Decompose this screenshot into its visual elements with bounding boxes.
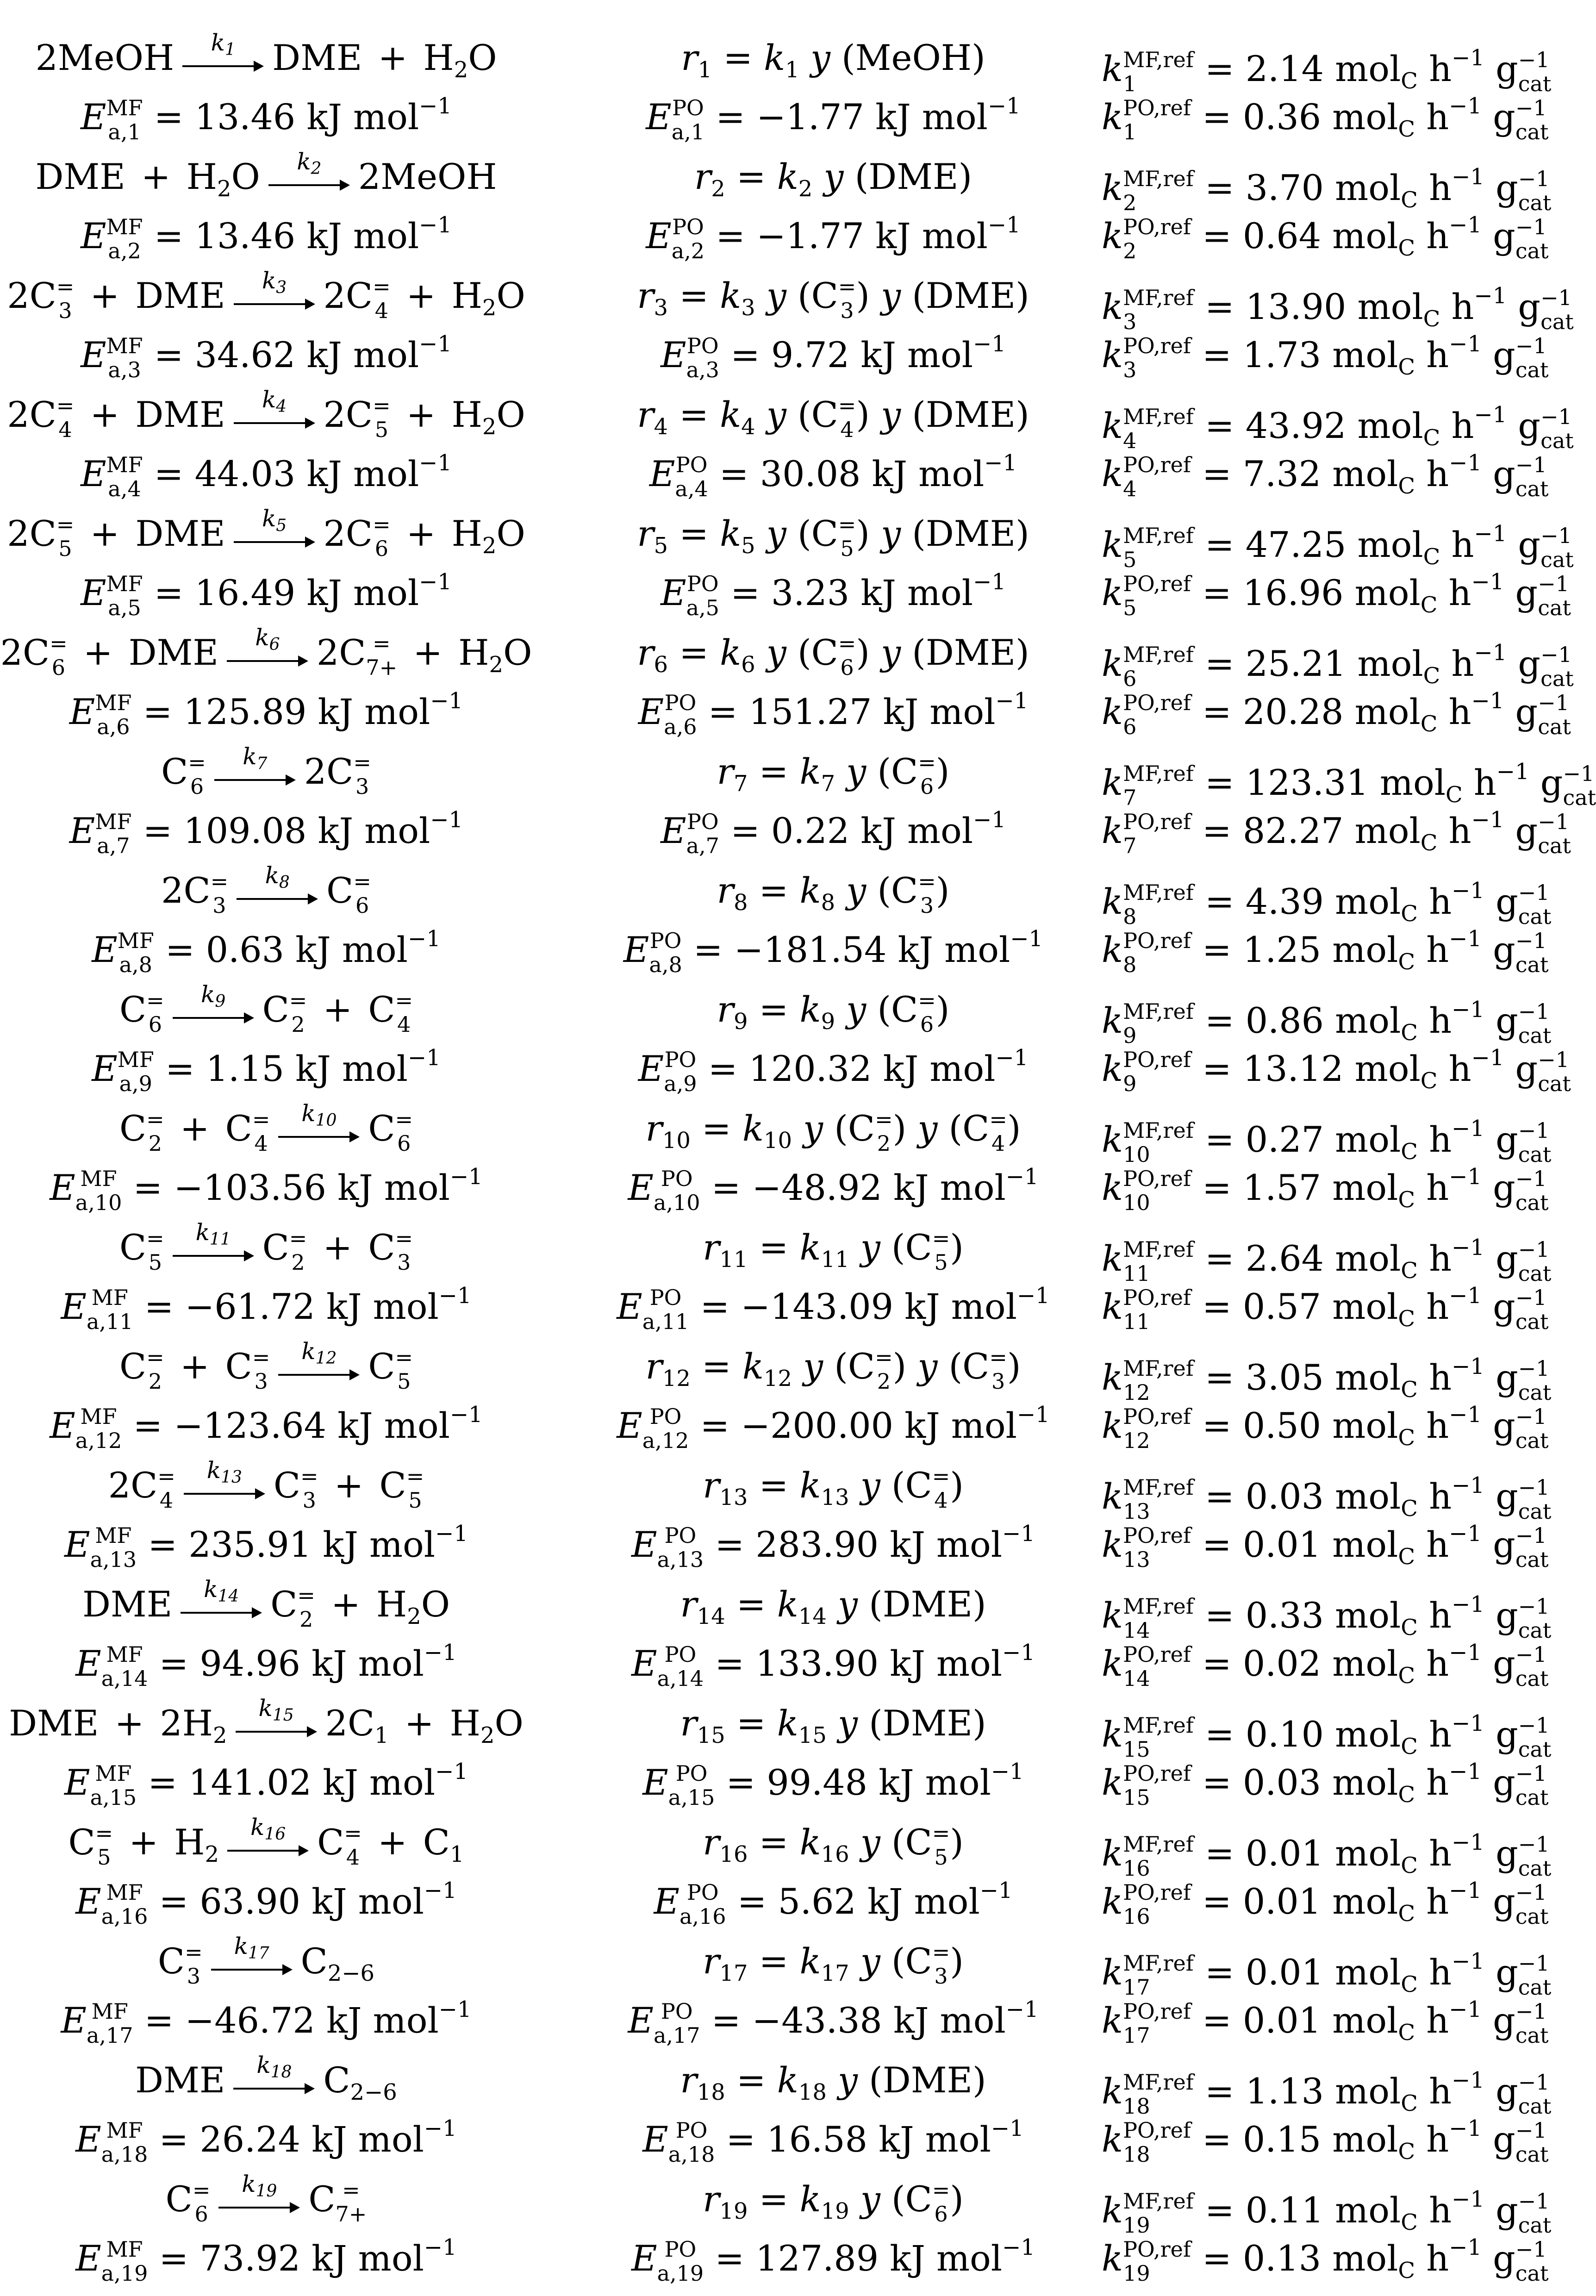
reaction-row [0, 1457, 1590, 1578]
po-ea-value: 120.32 [748, 1048, 872, 1089]
reaction-arrow-icon: $k_{16}$ [227, 1831, 309, 1859]
mf-k-value: 3.05 [1245, 1357, 1324, 1398]
rate-expression: $r_4 = k_4$ y (C = 4 ) y (DME) [637, 393, 1029, 442]
mf-ea-value: 34.62 [194, 334, 296, 375]
reaction-rhs: C = 6 [368, 1107, 413, 1156]
po-rate-constant: k PO,ref 19 = 0.13 mol$_C$ $h^{-1}$ g −1 cat [1102, 2222, 1583, 2273]
reaction-lhs: 2C = 6 + DME [0, 631, 218, 680]
po-ea-value: 30.08 [760, 453, 861, 494]
mf-ea-value: 73.92 [200, 2238, 300, 2279]
reaction-equation [0, 267, 532, 323]
po-k-value: 20.28 [1242, 691, 1344, 732]
mf-k-value: 0.27 [1245, 1119, 1324, 1160]
mf-ea-value: 141.02 [188, 1762, 312, 1803]
po-k-value: 0.64 [1242, 215, 1322, 256]
po-activation-energy: E PO a,18 = 16.58 kJ mol$^{-1}$ [602, 2103, 1065, 2154]
po-rate-constant: k PO,ref 13 = 0.01 mol$_C$ $h^{-1}$ g −1 cat [1102, 1508, 1583, 1559]
reaction-rhs: 2C = 5 + $H_2O$ [323, 393, 525, 442]
reaction-rhs: 2C = 4 + $H_2O$ [323, 274, 525, 323]
mf-rate-constant: k MF,ref 15 = 0.10 mol$_C$ $h^{-1}$ g −1 cat [1102, 1698, 1583, 1749]
reaction-row [0, 1338, 1590, 1459]
mf-k-value: 0.33 [1245, 1595, 1324, 1636]
reaction-lhs: 2C = 4 [108, 1464, 175, 1513]
po-k-value: 1.57 [1242, 1167, 1322, 1208]
reaction-rhs: C = 5 [368, 1345, 413, 1394]
mf-k-value: 47.25 [1245, 524, 1347, 565]
reaction-row [0, 624, 1590, 745]
mf-ea-value: 0.63 [206, 929, 284, 970]
mf-k-value: 0.11 [1245, 2190, 1324, 2231]
mf-activation-energy: E MF a,15 = 141.02 kJ mol$^{-1}$ [0, 1746, 532, 1797]
po-rate-constant: k PO,ref 5 = 16.96 mol$_C$ $h^{-1}$ g −1 cat [1102, 556, 1583, 607]
po-rate-constant: k PO,ref 4 = 7.32 mol$_C$ $h^{-1}$ g −1 cat [1102, 437, 1583, 488]
mf-rate-constant: k MF,ref 8 = 4.39 mol$_C$ $h^{-1}$ g −1 cat [1102, 865, 1583, 916]
rate-expression: $r_{19} = k_{19}$ y (C = 6 ) [703, 2177, 964, 2227]
reaction-arrow-icon: $k_8$ [237, 880, 318, 907]
reaction-arrow-icon: $k_{17}$ [211, 1950, 293, 1978]
reaction-rhs: $2C_1 + H_2O$ [325, 1703, 524, 1748]
reaction-row [0, 1695, 1590, 1816]
reaction-rhs: C = 6 [326, 869, 371, 918]
po-k-value: 82.27 [1242, 810, 1344, 851]
po-rate-constant: k PO,ref 10 = 1.57 mol$_C$ $h^{-1}$ g −1 cat [1102, 1151, 1583, 1202]
mf-activation-energy: E MF a,7 = 109.08 kJ mol$^{-1}$ [0, 794, 532, 845]
po-activation-energy: E PO a,17 = −43.38 kJ mol$^{-1}$ [602, 1984, 1065, 2035]
po-rate-constant: k PO,ref 12 = 0.50 mol$_C$ $h^{-1}$ g −1 cat [1102, 1389, 1583, 1440]
mf-activation-energy: E MF a,11 = −61.72 kJ mol$^{-1}$ [0, 1270, 532, 1321]
reaction-row [0, 862, 1590, 983]
po-rate-constant: k PO,ref 2 = 0.64 mol$_C$ $h^{-1}$ g −1 cat [1102, 200, 1583, 250]
reaction-rhs: 2C = 6 + $H_2O$ [323, 512, 525, 561]
po-k-value: 7.32 [1242, 453, 1322, 494]
po-activation-energy: E PO a,7 = 0.22 kJ mol$^{-1}$ [602, 794, 1065, 845]
reaction-equation [0, 1100, 532, 1156]
po-k-value: 0.57 [1242, 1286, 1322, 1327]
reaction-lhs: C = 6 [165, 2177, 211, 2227]
reaction-equation [0, 386, 532, 442]
mf-ea-value: −103.56 [174, 1167, 326, 1208]
reaction-equation [0, 1695, 532, 1749]
reaction-row [0, 386, 1590, 507]
mf-k-value: 1.13 [1245, 2071, 1324, 2112]
reaction-lhs: 2MeOH [35, 37, 175, 78]
po-ea-value: 151.27 [748, 691, 872, 732]
mf-k-value: 2.64 [1245, 1238, 1324, 1279]
reaction-equation [0, 1576, 532, 1632]
po-rate-constant: k PO,ref 16 = 0.01 mol$_C$ $h^{-1}$ g −1 cat [1102, 1865, 1583, 1916]
reaction-rhs: 2MeOH [358, 156, 497, 197]
reaction-row [0, 2052, 1590, 2172]
reaction-arrow-icon: $k_1$ [182, 47, 264, 75]
reaction-rhs: $C_{2-6}$ [323, 2059, 397, 2105]
mf-ea-value: 44.03 [194, 453, 296, 494]
mf-k-value: 13.90 [1245, 286, 1347, 327]
mf-rate-constant: k MF,ref 7 = 123.31 mol$_C$ $h^{-1}$ g −1 cat [1102, 746, 1583, 797]
po-activation-energy: E PO a,10 = −48.92 kJ mol$^{-1}$ [602, 1151, 1065, 1202]
mf-activation-energy: E MF a,5 = 16.49 kJ mol$^{-1}$ [0, 556, 532, 607]
reaction-rhs: C = 2 + $H_2O$ [270, 1583, 450, 1632]
reaction-row [0, 1219, 1590, 1340]
reaction-arrow-icon: $k_3$ [234, 285, 315, 312]
po-ea-value: −143.09 [741, 1286, 893, 1327]
mf-activation-energy: E MF a,16 = 63.90 kJ mol$^{-1}$ [0, 1865, 532, 1916]
po-rate-constant: k PO,ref 15 = 0.03 mol$_C$ $h^{-1}$ g −1 cat [1102, 1746, 1583, 1797]
reaction-lhs: C = 2 + C = 3 [119, 1345, 270, 1394]
reaction-arrow-icon: $k_6$ [227, 642, 308, 669]
mf-ea-value: 13.46 [194, 215, 296, 256]
mf-k-value: 43.92 [1245, 405, 1347, 446]
mf-rate-constant: k MF,ref 6 = 25.21 mol$_C$ $h^{-1}$ g −1 cat [1102, 627, 1583, 678]
reaction-rhs: C = 2 + C = 3 [262, 1226, 413, 1275]
po-rate-constant: k PO,ref 18 = 0.15 mol$_C$ $h^{-1}$ g −1 cat [1102, 2103, 1583, 2154]
rate-expression: $r_7 = k_7$ y (C = 6 ) [717, 750, 950, 799]
po-rate-constant: k PO,ref 9 = 13.12 mol$_C$ $h^{-1}$ g −1 cat [1102, 1032, 1583, 1083]
po-rate-constant: k PO,ref 11 = 0.57 mol$_C$ $h^{-1}$ g −1 cat [1102, 1270, 1583, 1321]
reaction-equation [0, 624, 532, 680]
reaction-lhs: DME [135, 2059, 225, 2101]
po-k-value: 0.01 [1242, 2000, 1322, 2041]
mf-rate-constant: k MF,ref 10 = 0.27 mol$_C$ $h^{-1}$ g −1 cat [1102, 1103, 1583, 1154]
mf-activation-energy: E MF a,14 = 94.96 kJ mol$^{-1}$ [0, 1627, 532, 1678]
rate-expression: $r_{15} = k_{15}$ y (DME) [680, 1703, 986, 1748]
reaction-rhs: C = 4 + $C_1$ [317, 1821, 464, 1870]
reaction-row [0, 1100, 1590, 1221]
mf-k-value: 0.10 [1245, 1714, 1324, 1755]
reaction-rhs: 2C = 3 [304, 750, 371, 799]
mf-activation-energy: E MF a,3 = 34.62 kJ mol$^{-1}$ [0, 318, 532, 369]
po-ea-value: −48.92 [752, 1167, 882, 1208]
reaction-row [0, 2171, 1590, 2291]
po-ea-value: −43.38 [752, 2000, 882, 2041]
po-k-value: 0.03 [1242, 1762, 1322, 1803]
po-rate-constant: k PO,ref 1 = 0.36 mol$_C$ $h^{-1}$ g −1 cat [1102, 81, 1583, 131]
po-rate-constant: k PO,ref 17 = 0.01 mol$_C$ $h^{-1}$ g −1 cat [1102, 1984, 1583, 2035]
mf-rate-constant: k MF,ref 11 = 2.64 mol$_C$ $h^{-1}$ g −1 cat [1102, 1222, 1583, 1273]
reaction-lhs: 2C = 5 + DME [7, 512, 225, 561]
po-activation-energy: E PO a,3 = 9.72 kJ mol$^{-1}$ [602, 318, 1065, 369]
po-k-value: 13.12 [1242, 1048, 1344, 1089]
reaction-equation [0, 1814, 532, 1870]
reaction-arrow-icon: $k_7$ [214, 761, 296, 788]
mf-k-value: 3.70 [1245, 167, 1324, 208]
mf-rate-constant: k MF,ref 12 = 3.05 mol$_C$ $h^{-1}$ g −1 cat [1102, 1341, 1583, 1392]
mf-ea-value: 26.24 [200, 2119, 300, 2160]
rate-expression: $r_{17} = k_{17}$ y (C = 3 ) [703, 1940, 964, 1989]
po-rate-constant: k PO,ref 6 = 20.28 mol$_C$ $h^{-1}$ g −1 cat [1102, 675, 1583, 726]
mf-k-value: 0.01 [1245, 1952, 1324, 1993]
mf-rate-constant: k MF,ref 19 = 0.11 mol$_C$ $h^{-1}$ g −1 cat [1102, 2174, 1583, 2225]
mf-k-value: 0.03 [1245, 1476, 1324, 1517]
po-ea-value: 99.48 [767, 1762, 867, 1803]
reaction-arrow-icon: $k_{12}$ [278, 1355, 360, 1383]
po-ea-value: 3.23 [771, 572, 850, 613]
reaction-lhs: 2C = 3 [161, 869, 229, 918]
po-ea-value: 5.62 [778, 1881, 856, 1922]
mf-k-value: 25.21 [1245, 643, 1347, 684]
rate-expression: $r_{10} = k_{10}$ y (C = 2 ) y (C = 4 ) [645, 1107, 1021, 1156]
mf-ea-value: −61.72 [185, 1286, 315, 1327]
mf-rate-constant: k MF,ref 16 = 0.01 mol$_C$ $h^{-1}$ g −1 cat [1102, 1817, 1583, 1868]
mf-k-value: 0.01 [1245, 1833, 1324, 1874]
reaction-arrow-icon: $k_{19}$ [218, 2188, 300, 2216]
reaction-rhs: C = 7+ [308, 2177, 367, 2227]
mf-rate-constant: k MF,ref 17 = 0.01 mol$_C$ $h^{-1}$ g −1 cat [1102, 1936, 1583, 1987]
mf-rate-constant: k MF,ref 18 = 1.13 mol$_C$ $h^{-1}$ g −1 cat [1102, 2055, 1583, 2106]
po-ea-value: 283.90 [755, 1524, 879, 1565]
po-activation-energy: E PO a,14 = 133.90 kJ mol$^{-1}$ [602, 1627, 1065, 1678]
reaction-row [0, 267, 1590, 388]
po-k-value: 0.01 [1242, 1524, 1322, 1565]
rate-expression: $r_6 = k_6$ y (C = 6 ) y (DME) [637, 631, 1029, 680]
mf-activation-energy: E MF a,1 = 13.46 kJ mol$^{-1}$ [0, 81, 532, 131]
reaction-rhs: C = 3 + C = 5 [273, 1464, 424, 1513]
mf-activation-energy: E MF a,13 = 235.91 kJ mol$^{-1}$ [0, 1508, 532, 1559]
mf-rate-constant: k MF,ref 5 = 47.25 mol$_C$ $h^{-1}$ g −1 cat [1102, 508, 1583, 559]
mf-ea-value: −46.72 [185, 2000, 315, 2041]
reaction-equation [0, 2052, 532, 2106]
mf-rate-constant: k MF,ref 9 = 0.86 mol$_C$ $h^{-1}$ g −1 cat [1102, 984, 1583, 1035]
po-rate-constant: k PO,ref 7 = 82.27 mol$_C$ $h^{-1}$ g −1 cat [1102, 794, 1583, 845]
reaction-arrow-icon: $k_4$ [234, 404, 315, 431]
po-activation-energy: E PO a,6 = 151.27 kJ mol$^{-1}$ [602, 675, 1065, 726]
reaction-arrow-icon: $k_2$ [268, 166, 350, 193]
po-activation-energy: E PO a,8 = −181.54 kJ mol$^{-1}$ [602, 913, 1065, 964]
rate-expression: $r_{14} = k_{14}$ y (DME) [680, 1584, 986, 1629]
rate-expression: $r_2 = k_2$ y (DME) [694, 156, 973, 202]
reaction-row [0, 743, 1596, 864]
po-activation-energy: E PO a,19 = 127.89 kJ mol$^{-1}$ [602, 2222, 1065, 2273]
mf-rate-constant: k MF,ref 14 = 0.33 mol$_C$ $h^{-1}$ g −1 cat [1102, 1579, 1583, 1630]
mf-k-value: 123.31 [1245, 762, 1369, 803]
mf-ea-value: 235.91 [188, 1524, 312, 1565]
po-k-value: 0.13 [1242, 2238, 1322, 2279]
mf-rate-constant: k MF,ref 2 = 3.70 mol$_C$ $h^{-1}$ g −1 cat [1102, 151, 1583, 202]
mf-activation-energy: E MF a,12 = −123.64 kJ mol$^{-1}$ [0, 1389, 532, 1440]
mf-k-value: 4.39 [1245, 881, 1324, 922]
mf-rate-constant: k MF,ref 13 = 0.03 mol$_C$ $h^{-1}$ g −1 cat [1102, 1460, 1583, 1511]
po-rate-constant: k PO,ref 14 = 0.02 mol$_C$ $h^{-1}$ g −1 cat [1102, 1627, 1583, 1678]
reaction-row [0, 29, 1590, 150]
reaction-equation [0, 2171, 532, 2227]
reaction-lhs: DME [82, 1584, 173, 1625]
mf-ea-value: 125.89 [183, 691, 307, 732]
po-ea-value: −200.00 [741, 1405, 893, 1446]
po-k-value: 16.96 [1242, 572, 1344, 613]
reaction-arrow-icon: $k_9$ [173, 998, 254, 1026]
reaction-lhs: DME + $2H_2$ [9, 1703, 227, 1748]
po-activation-energy: E PO a,1 = −1.77 kJ mol$^{-1}$ [602, 81, 1065, 131]
reaction-equation [0, 862, 532, 918]
mf-activation-energy: E MF a,9 = 1.15 kJ mol$^{-1}$ [0, 1032, 532, 1083]
po-ea-value: 133.90 [755, 1643, 879, 1684]
reaction-rhs: C = 2 + C = 4 [262, 988, 413, 1037]
reaction-arrow-icon: $k_{14}$ [181, 1593, 262, 1621]
reaction-equation [0, 505, 532, 561]
po-activation-energy: E PO a,12 = −200.00 kJ mol$^{-1}$ [602, 1389, 1065, 1440]
reaction-equation [0, 1338, 532, 1394]
reaction-equation [0, 1457, 532, 1513]
mf-ea-value: 13.46 [194, 96, 296, 137]
po-activation-energy: E PO a,13 = 283.90 kJ mol$^{-1}$ [602, 1508, 1065, 1559]
po-rate-constant: k PO,ref 3 = 1.73 mol$_C$ $h^{-1}$ g −1 cat [1102, 318, 1583, 369]
rate-expression: $r_5 = k_5$ y (C = 5 ) y (DME) [637, 512, 1029, 561]
reaction-lhs: C = 2 + C = 4 [119, 1107, 270, 1156]
reaction-rhs: DME + $H_2O$ [272, 37, 497, 83]
reaction-row [0, 981, 1590, 1102]
reaction-arrow-icon: $k_{18}$ [233, 2069, 315, 2097]
reaction-equation [0, 743, 532, 799]
mf-rate-constant: k MF,ref 3 = 13.90 mol$_C$ $h^{-1}$ g −1 cat [1102, 270, 1583, 321]
mf-ea-value: 94.96 [200, 1643, 300, 1684]
reaction-row [0, 148, 1590, 269]
po-k-value: 0.36 [1242, 96, 1322, 137]
mf-ea-value: 16.49 [194, 572, 296, 613]
reaction-row [0, 1933, 1590, 2053]
rate-expression: $r_{16} = k_{16}$ y (C = 5 ) [703, 1821, 964, 1870]
po-ea-value: −1.77 [756, 96, 864, 137]
reaction-rhs: 2C = 7+ + $H_2O$ [316, 631, 532, 680]
reaction-arrow-icon: $k_{10}$ [278, 1117, 360, 1145]
po-activation-energy: E PO a,16 = 5.62 kJ mol$^{-1}$ [602, 1865, 1065, 1916]
reaction-row [0, 1814, 1590, 1934]
reaction-lhs: C = 5 [119, 1226, 164, 1275]
po-ea-value: 127.89 [755, 2238, 879, 2279]
reaction-equation [0, 1933, 532, 1989]
reaction-equation [0, 148, 532, 202]
mf-activation-energy: E MF a,6 = 125.89 kJ mol$^{-1}$ [0, 675, 532, 726]
reaction-lhs: C = 5 + $H_2$ [68, 1821, 219, 1870]
mf-k-value: 0.86 [1245, 1000, 1324, 1041]
rate-expression: $r_{13} = k_{13}$ y (C = 4 ) [703, 1464, 964, 1513]
rate-expression: $r_{11} = k_{11}$ y (C = 5 ) [703, 1226, 964, 1275]
reaction-lhs: 2C = 3 + DME [7, 274, 225, 323]
reaction-arrow-icon: $k_5$ [234, 523, 315, 550]
mf-activation-energy: E MF a,18 = 26.24 kJ mol$^{-1}$ [0, 2103, 532, 2154]
rate-expression: $r_3 = k_3$ y (C = 3 ) y (DME) [637, 274, 1029, 323]
rate-expression: $r_{18} = k_{18}$ y (DME) [680, 2059, 986, 2105]
po-k-value: 0.15 [1242, 2119, 1322, 2160]
rate-expression: $r_9 = k_9$ y (C = 6 ) [717, 988, 950, 1037]
reaction-lhs: C = 6 [119, 988, 164, 1037]
reaction-lhs: DME + $H_2O$ [35, 156, 260, 202]
po-ea-value: 16.58 [767, 2119, 867, 2160]
po-activation-energy: E PO a,9 = 120.32 kJ mol$^{-1}$ [602, 1032, 1065, 1083]
reaction-equation [0, 981, 532, 1037]
po-ea-value: 9.72 [771, 334, 850, 375]
reaction-equation [0, 1219, 532, 1275]
mf-ea-value: 63.90 [200, 1881, 300, 1922]
reaction-arrow-icon: $k_{11}$ [173, 1236, 254, 1264]
mf-rate-constant: k MF,ref 4 = 43.92 mol$_C$ $h^{-1}$ g −1 cat [1102, 389, 1583, 440]
po-k-value: 1.73 [1242, 334, 1322, 375]
reaction-lhs: C = 6 [161, 750, 206, 799]
po-activation-energy: E PO a,5 = 3.23 kJ mol$^{-1}$ [602, 556, 1065, 607]
po-activation-energy: E PO a,15 = 99.48 kJ mol$^{-1}$ [602, 1746, 1065, 1797]
reaction-rhs: $C_{2-6}$ [300, 1940, 375, 1986]
po-ea-value: −181.54 [734, 929, 887, 970]
po-k-value: 0.02 [1242, 1643, 1322, 1684]
rate-expression: $r_8 = k_8$ y (C = 3 ) [717, 869, 950, 918]
mf-activation-energy: E MF a,10 = −103.56 kJ mol$^{-1}$ [0, 1151, 532, 1202]
reaction-equation [0, 29, 532, 83]
po-activation-energy: E PO a,11 = −143.09 kJ mol$^{-1}$ [602, 1270, 1065, 1321]
reaction-arrow-icon: $k_{13}$ [184, 1474, 265, 1502]
mf-k-value: 2.14 [1245, 48, 1324, 89]
po-k-value: 0.01 [1242, 1881, 1322, 1922]
po-activation-energy: E PO a,4 = 30.08 kJ mol$^{-1}$ [602, 437, 1065, 488]
mf-ea-value: 109.08 [183, 810, 307, 851]
mf-rate-constant: k MF,ref 1 = 2.14 mol$_C$ $h^{-1}$ g −1 cat [1102, 32, 1583, 83]
reaction-lhs: C = 3 [157, 1940, 203, 1989]
rate-expression: $r_1 = k_1$ y (MeOH) [681, 37, 985, 83]
mf-ea-value: 1.15 [206, 1048, 284, 1089]
mf-activation-energy: E MF a,2 = 13.46 kJ mol$^{-1}$ [0, 200, 532, 250]
po-ea-value: −1.77 [756, 215, 864, 256]
rate-expression: $r_{12} = k_{12}$ y (C = 2 ) y (C = 3 ) [645, 1345, 1021, 1394]
reaction-arrow-icon: $k_{15}$ [236, 1712, 317, 1740]
mf-activation-energy: E MF a,4 = 44.03 kJ mol$^{-1}$ [0, 437, 532, 488]
po-k-value: 0.50 [1242, 1405, 1322, 1446]
po-ea-value: 0.22 [771, 810, 850, 851]
mf-activation-energy: E MF a,17 = −46.72 kJ mol$^{-1}$ [0, 1984, 532, 2035]
reaction-lhs: 2C = 4 + DME [7, 393, 225, 442]
reaction-row [0, 1576, 1590, 1697]
mf-activation-energy: E MF a,19 = 73.92 kJ mol$^{-1}$ [0, 2222, 532, 2273]
po-rate-constant: k PO,ref 8 = 1.25 mol$_C$ $h^{-1}$ g −1 cat [1102, 913, 1583, 964]
po-k-value: 1.25 [1242, 929, 1322, 970]
reaction-row [0, 505, 1590, 626]
po-activation-energy: E PO a,2 = −1.77 kJ mol$^{-1}$ [602, 200, 1065, 250]
mf-ea-value: −123.64 [174, 1405, 326, 1446]
mf-activation-energy: E MF a,8 = 0.63 kJ mol$^{-1}$ [0, 913, 532, 964]
